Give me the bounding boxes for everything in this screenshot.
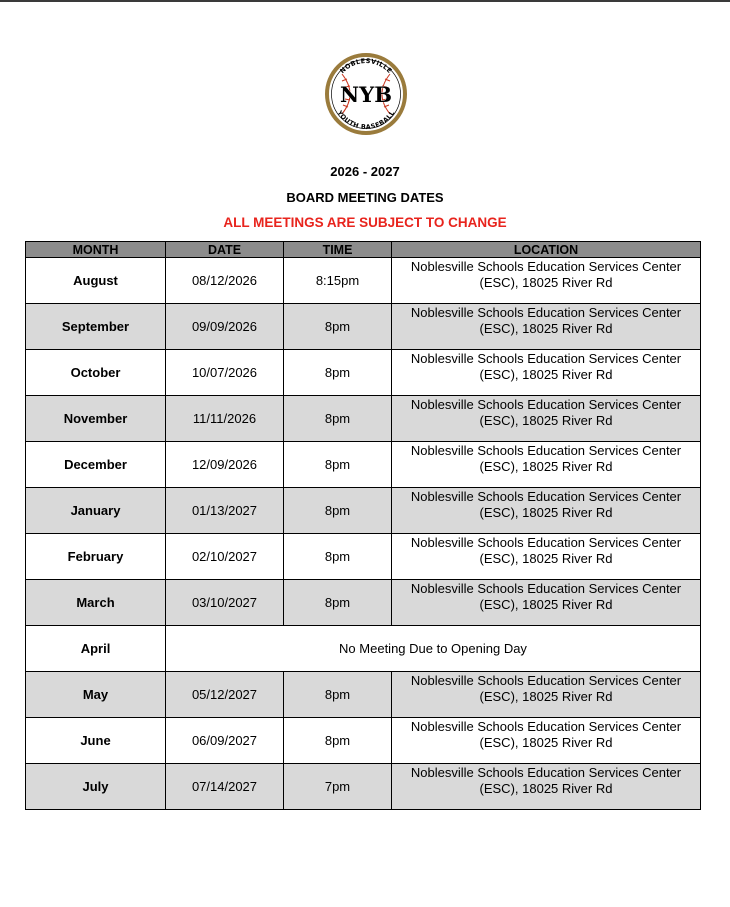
location-cell [392, 396, 701, 442]
location-line-1: Noblesville Schools Education Services Center [410, 581, 682, 596]
month-cell: December [26, 442, 166, 488]
location-line-2: (ESC), 18025 River Rd [479, 320, 613, 336]
month-cell: April [26, 626, 166, 672]
time-cell: 8pm [284, 488, 392, 534]
location-line-2: (ESC), 18025 River Rd [479, 458, 613, 474]
month-cell: March [26, 580, 166, 626]
table-row [26, 304, 701, 350]
table-row [26, 764, 701, 810]
location-line-2: (ESC), 18025 River Rd [479, 780, 613, 796]
date-cell: 05/12/2027 [166, 672, 284, 718]
location-cell [392, 580, 701, 626]
location-cell [392, 718, 701, 764]
table-row [26, 488, 701, 534]
time-cell: 7pm [284, 764, 392, 810]
table-row [26, 350, 701, 396]
location-line-2: (ESC), 18025 River Rd [479, 550, 613, 566]
table-body [26, 258, 701, 810]
location-cell [392, 764, 701, 810]
location-line-1: Noblesville Schools Education Services Center [410, 305, 682, 320]
location-line-1: Noblesville Schools Education Services Center [410, 765, 682, 780]
time-cell: 8pm [284, 396, 392, 442]
time-cell: 8pm [284, 350, 392, 396]
location-line-1: Noblesville Schools Education Services Center [410, 443, 682, 458]
location-cell [392, 534, 701, 580]
location-cell [392, 350, 701, 396]
table-row [26, 396, 701, 442]
location-line-2: (ESC), 18025 River Rd [479, 734, 613, 750]
location-cell [392, 258, 701, 304]
location-line-2: (ESC), 18025 River Rd [479, 688, 613, 704]
location-cell [392, 672, 701, 718]
month-cell: July [26, 764, 166, 810]
location-line-1: Noblesville Schools Education Services Center [410, 259, 682, 274]
date-cell: 10/07/2026 [166, 350, 284, 396]
date-cell: 07/14/2027 [166, 764, 284, 810]
column-header-location: LOCATION [392, 242, 701, 258]
table-row [26, 258, 701, 304]
location-cell [392, 442, 701, 488]
location-cell [392, 304, 701, 350]
location-line-1: Noblesville Schools Education Services Center [410, 673, 682, 688]
meeting-schedule-table [25, 241, 701, 810]
location-cell [392, 488, 701, 534]
logo-top-text: NOBLESVILLE [338, 56, 394, 76]
location-line-1: Noblesville Schools Education Services Center [410, 719, 682, 734]
location-line-2: (ESC), 18025 River Rd [479, 412, 613, 428]
time-cell: 8:15pm [284, 258, 392, 304]
time-cell: 8pm [284, 580, 392, 626]
column-header-month: MONTH [26, 242, 166, 258]
table-row [26, 580, 701, 626]
top-border-line [0, 0, 730, 2]
date-cell: 03/10/2027 [166, 580, 284, 626]
date-cell: 09/09/2026 [166, 304, 284, 350]
nyb-logo [324, 52, 408, 136]
season-year: 2026 - 2027 [330, 164, 400, 179]
time-cell: 8pm [284, 534, 392, 580]
location-line-2: (ESC), 18025 River Rd [479, 366, 613, 382]
time-cell: 8pm [284, 304, 392, 350]
logo-center-text: NYB [340, 82, 392, 107]
date-cell: 06/09/2027 [166, 718, 284, 764]
table-row [26, 534, 701, 580]
month-cell: September [26, 304, 166, 350]
time-cell: 8pm [284, 718, 392, 764]
location-line-1: Noblesville Schools Education Services Center [410, 397, 682, 412]
location-line-1: Noblesville Schools Education Services Center [410, 489, 682, 504]
date-cell: 02/10/2027 [166, 534, 284, 580]
month-cell: May [26, 672, 166, 718]
month-cell: August [26, 258, 166, 304]
month-cell: January [26, 488, 166, 534]
column-header-time: TIME [284, 242, 392, 258]
table-row [26, 672, 701, 718]
time-cell: 8pm [284, 672, 392, 718]
no-meeting-note: No Meeting Due to Opening Day [166, 626, 701, 672]
column-header-date: DATE [166, 242, 284, 258]
month-cell: June [26, 718, 166, 764]
date-cell: 08/12/2026 [166, 258, 284, 304]
location-line-2: (ESC), 18025 River Rd [479, 596, 613, 612]
logo-bottom-text: YOUTH BASEBALL [335, 109, 397, 132]
month-cell: February [26, 534, 166, 580]
date-cell: 11/11/2026 [166, 396, 284, 442]
location-line-2: (ESC), 18025 River Rd [479, 274, 613, 290]
table-header-row [26, 242, 701, 258]
page-title: BOARD MEETING DATES [286, 190, 444, 205]
date-cell: 12/09/2026 [166, 442, 284, 488]
table-row [26, 718, 701, 764]
location-line-1: Noblesville Schools Education Services Center [410, 351, 682, 366]
table-row [26, 626, 701, 672]
table-row [26, 442, 701, 488]
month-cell: November [26, 396, 166, 442]
location-line-1: Noblesville Schools Education Services Center [410, 535, 682, 550]
time-cell: 8pm [284, 442, 392, 488]
location-line-2: (ESC), 18025 River Rd [479, 504, 613, 520]
month-cell: October [26, 350, 166, 396]
change-warning: ALL MEETINGS ARE SUBJECT TO CHANGE [223, 215, 507, 230]
date-cell: 01/13/2027 [166, 488, 284, 534]
